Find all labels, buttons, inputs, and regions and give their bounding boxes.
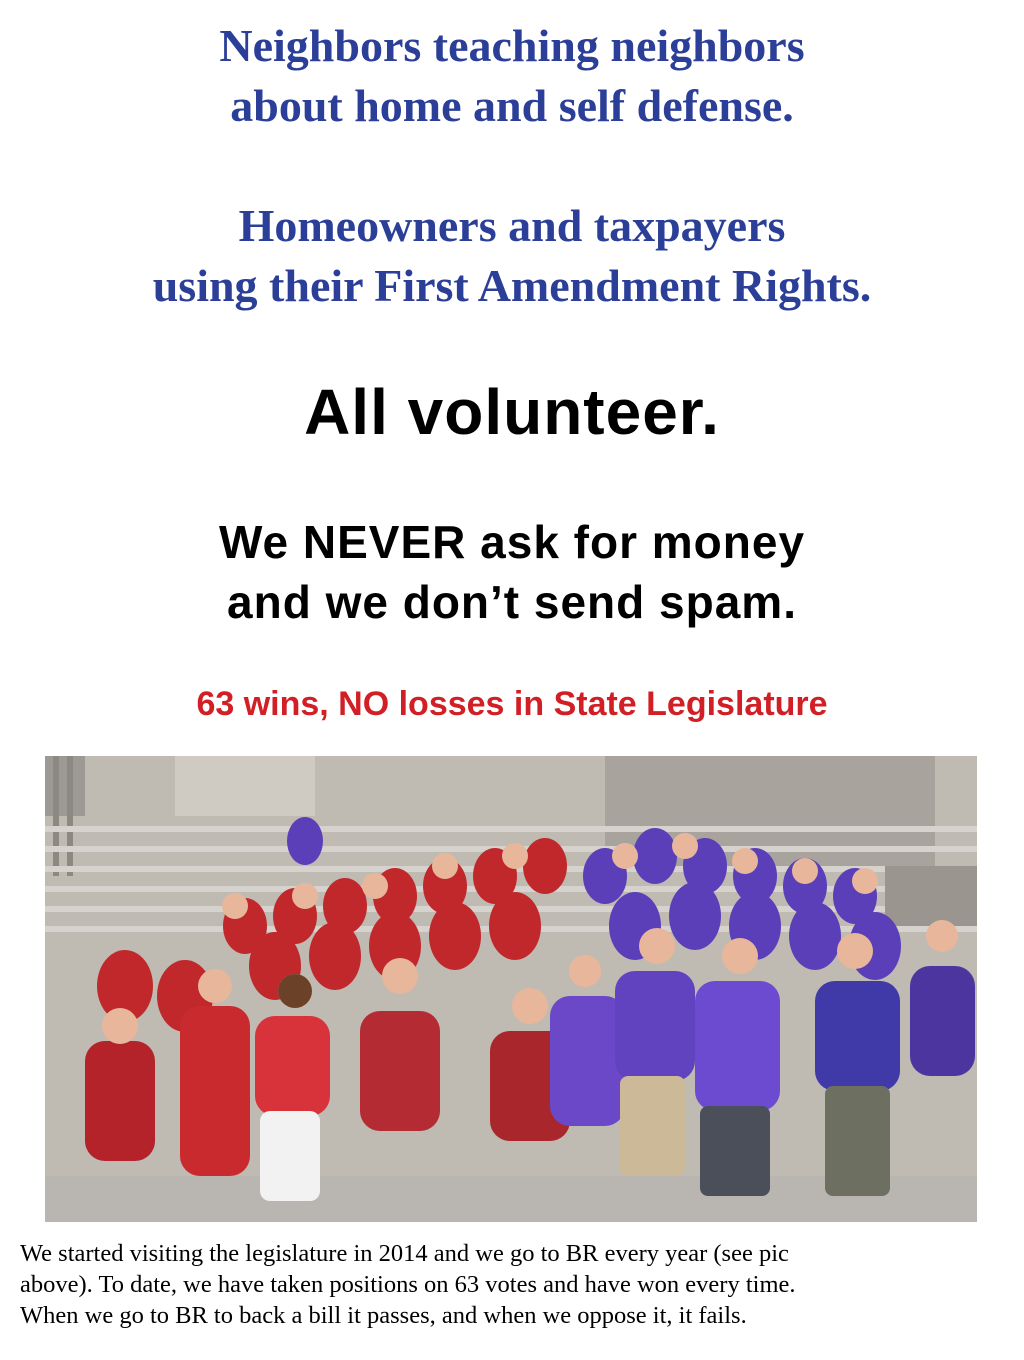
tagline-line: about home and self defense. [230, 80, 794, 131]
tagline-line: using their First Amendment Rights. [152, 260, 872, 311]
legislature-record: 63 wins, NO losses in State Legislature [196, 685, 828, 723]
statement-line: and we don’t send spam. [227, 576, 797, 628]
paragraph-line: We started visiting the legislature in 2014 and we go to BR every year (see pic [20, 1240, 789, 1267]
tagline-line: Neighbors teaching neighbors [219, 20, 805, 71]
group-photo [45, 756, 977, 1222]
tagline-self-defense [0, 16, 1024, 136]
tagline-line: Homeowners and taxpayers [238, 200, 786, 251]
tagline-first-amendment [0, 196, 1024, 316]
no-money-statement [0, 512, 1024, 632]
paragraph-line: When we go to BR to back a bill it passes, and when we oppose it, it fails. [20, 1302, 747, 1329]
legislature-history-paragraph [20, 1238, 1004, 1331]
group-photo-illustration [45, 756, 977, 1222]
volunteer-statement: All volunteer. [304, 376, 720, 448]
statement-line: We NEVER ask for money [218, 516, 806, 568]
paragraph-line: above). To date, we have taken positions on 63 votes and have won every time. [20, 1271, 796, 1298]
